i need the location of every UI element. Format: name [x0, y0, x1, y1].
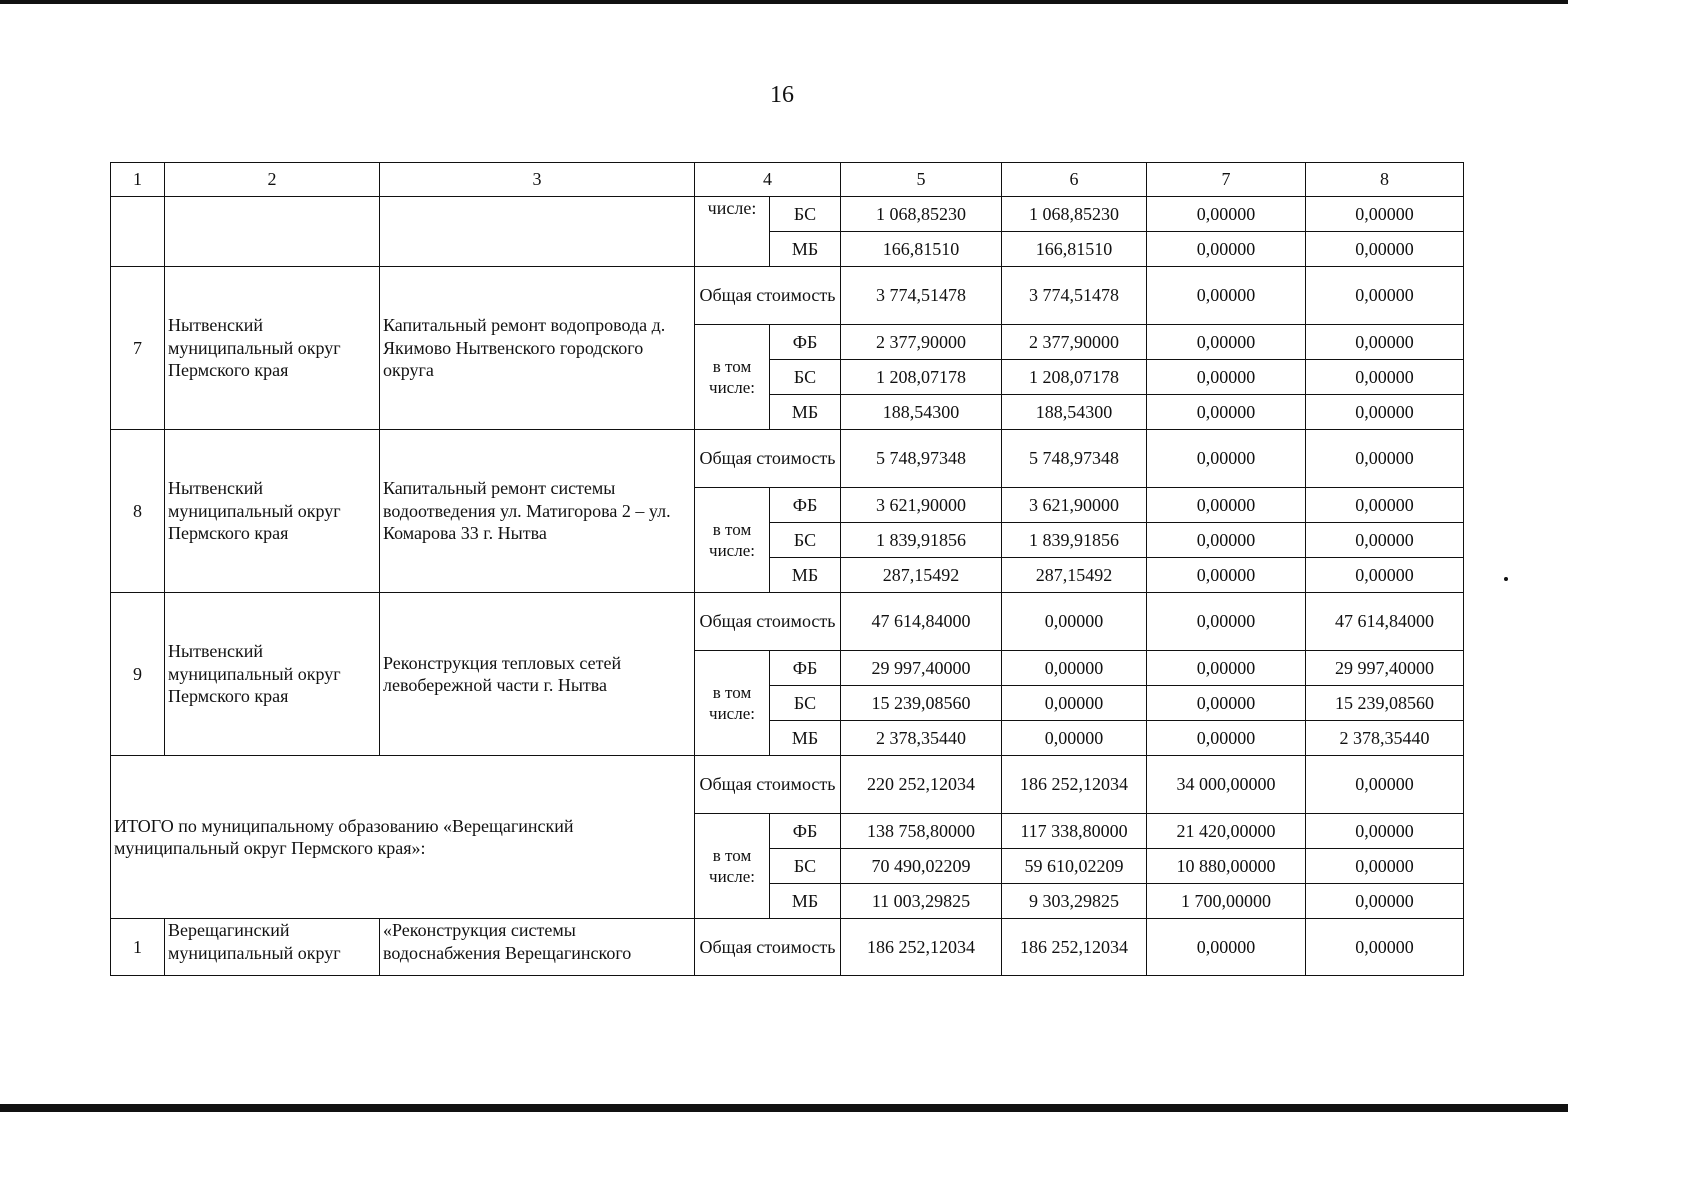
fund-code: БС [770, 849, 841, 884]
subtotal-label: ИТОГО по муниципальному образованию «Верещагинский муниципальный округ Пермского края»: [111, 756, 695, 919]
fund-code: ФБ [770, 325, 841, 360]
value-cell: 0,00000 [1306, 849, 1464, 884]
including-label: в том числе: [695, 488, 770, 593]
value-cell: 188,54300 [1002, 395, 1147, 430]
table-row [111, 919, 1464, 976]
total-cost-label: Общая стоимость [695, 430, 841, 488]
including-label: в том числе: [695, 325, 770, 430]
value-cell: 0,00000 [1306, 488, 1464, 523]
value-cell: 0,00000 [1147, 267, 1306, 325]
value-cell: 29 997,40000 [841, 651, 1002, 686]
value-cell: 1 700,00000 [1147, 884, 1306, 919]
value-cell: 1 839,91856 [841, 523, 1002, 558]
value-cell: 11 003,29825 [841, 884, 1002, 919]
municipality-cell [165, 197, 380, 267]
fund-code: МБ [770, 721, 841, 756]
value-cell: 220 252,12034 [841, 756, 1002, 814]
fund-code: БС [770, 686, 841, 721]
fund-code: МБ [770, 232, 841, 267]
value-cell: 0,00000 [1002, 651, 1147, 686]
including-label: в том числе: [695, 651, 770, 756]
value-cell: 59 610,02209 [1002, 849, 1147, 884]
header-cell: 8 [1306, 163, 1464, 197]
value-cell: 138 758,80000 [841, 814, 1002, 849]
fund-code: БС [770, 360, 841, 395]
budget-table [110, 162, 1464, 976]
value-cell: 2 377,90000 [1002, 325, 1147, 360]
table-row [111, 267, 1464, 325]
value-cell: 0,00000 [1147, 232, 1306, 267]
header-cell: 1 [111, 163, 165, 197]
object-cell [380, 197, 695, 267]
municipality-cell: Нытвенский муниципальный округ Пермского края [165, 267, 380, 430]
header-cell: 7 [1147, 163, 1306, 197]
value-cell: 0,00000 [1147, 488, 1306, 523]
page-number: 16 [770, 82, 794, 108]
municipality-cell: Верещагинский муниципальный округ [165, 919, 380, 976]
value-cell: 15 239,08560 [841, 686, 1002, 721]
value-cell: 3 621,90000 [841, 488, 1002, 523]
value-cell: 0,00000 [1002, 721, 1147, 756]
value-cell: 0,00000 [1147, 686, 1306, 721]
fund-code: БС [770, 197, 841, 232]
municipality-cell: Нытвенский муниципальный округ Пермского края [165, 430, 380, 593]
value-cell: 1 839,91856 [1002, 523, 1147, 558]
header-cell: 3 [380, 163, 695, 197]
value-cell: 0,00000 [1147, 523, 1306, 558]
value-cell: 0,00000 [1306, 360, 1464, 395]
value-cell: 0,00000 [1306, 395, 1464, 430]
value-cell: 0,00000 [1147, 721, 1306, 756]
including-label: в том числе: [695, 814, 770, 919]
value-cell: 0,00000 [1306, 232, 1464, 267]
value-cell: 0,00000 [1002, 593, 1147, 651]
value-cell: 0,00000 [1002, 686, 1147, 721]
value-cell: 117 338,80000 [1002, 814, 1147, 849]
object-cell: Капитальный ремонт водопровода д. Якимово Нытвенского городского округа [380, 267, 695, 430]
value-cell: 0,00000 [1306, 814, 1464, 849]
item-number-cell: 8 [111, 430, 165, 593]
fund-code: МБ [770, 884, 841, 919]
municipality-cell: Нытвенский муниципальный округ Пермского края [165, 593, 380, 756]
value-cell: 21 420,00000 [1147, 814, 1306, 849]
item-number-cell: 9 [111, 593, 165, 756]
scan-bottom-border [0, 1104, 1568, 1112]
header-cell: 4 [695, 163, 841, 197]
header-cell: 5 [841, 163, 1002, 197]
value-cell: 0,00000 [1147, 360, 1306, 395]
value-cell: 1 208,07178 [841, 360, 1002, 395]
value-cell: 0,00000 [1306, 197, 1464, 232]
value-cell: 0,00000 [1147, 430, 1306, 488]
header-cell: 2 [165, 163, 380, 197]
object-cell: «Реконструкция системы водоснабжения Верещагинского [380, 919, 695, 976]
value-cell: 186 252,12034 [841, 919, 1002, 976]
value-cell: 0,00000 [1147, 395, 1306, 430]
value-cell: 166,81510 [841, 232, 1002, 267]
value-cell: 0,00000 [1306, 325, 1464, 360]
value-cell: 29 997,40000 [1306, 651, 1464, 686]
value-cell: 0,00000 [1306, 558, 1464, 593]
value-cell: 166,81510 [1002, 232, 1147, 267]
value-cell: 2 378,35440 [1306, 721, 1464, 756]
total-cost-label: Общая стоимость [695, 756, 841, 814]
value-cell: 5 748,97348 [841, 430, 1002, 488]
object-cell: Реконструкция тепловых сетей левобережной части г. Нытва [380, 593, 695, 756]
table-row [111, 430, 1464, 488]
item-number-cell [111, 197, 165, 267]
total-cost-label: Общая стоимость [695, 919, 841, 976]
value-cell: 9 303,29825 [1002, 884, 1147, 919]
value-cell: 47 614,84000 [1306, 593, 1464, 651]
value-cell: 0,00000 [1306, 884, 1464, 919]
value-cell: 10 880,00000 [1147, 849, 1306, 884]
value-cell: 1 068,85230 [841, 197, 1002, 232]
fund-code: МБ [770, 558, 841, 593]
scan-top-border [0, 0, 1568, 4]
value-cell: 287,15492 [1002, 558, 1147, 593]
value-cell: 15 239,08560 [1306, 686, 1464, 721]
value-cell: 0,00000 [1306, 267, 1464, 325]
value-cell: 47 614,84000 [841, 593, 1002, 651]
value-cell: 2 377,90000 [841, 325, 1002, 360]
value-cell: 188,54300 [841, 395, 1002, 430]
value-cell: 186 252,12034 [1002, 756, 1147, 814]
fund-code: ФБ [770, 488, 841, 523]
value-cell: 0,00000 [1147, 593, 1306, 651]
value-cell: 0,00000 [1147, 651, 1306, 686]
scan-speck [1504, 577, 1508, 581]
value-cell: 3 774,51478 [841, 267, 1002, 325]
table-row [111, 593, 1464, 651]
value-cell: 186 252,12034 [1002, 919, 1147, 976]
value-cell: 1 068,85230 [1002, 197, 1147, 232]
fund-code: ФБ [770, 814, 841, 849]
value-cell: 287,15492 [841, 558, 1002, 593]
table-row [111, 197, 1464, 232]
value-cell: 34 000,00000 [1147, 756, 1306, 814]
value-cell: 70 490,02209 [841, 849, 1002, 884]
item-number-cell: 1 [111, 919, 165, 976]
value-cell: 0,00000 [1306, 430, 1464, 488]
value-cell: 0,00000 [1306, 919, 1464, 976]
including-label: числе: [695, 197, 770, 267]
header-row [111, 163, 1464, 197]
value-cell: 5 748,97348 [1002, 430, 1147, 488]
total-cost-label: Общая стоимость [695, 267, 841, 325]
value-cell: 0,00000 [1306, 756, 1464, 814]
value-cell: 0,00000 [1147, 558, 1306, 593]
object-cell: Капитальный ремонт системы водоотведения ул. Матигорова 2 – ул. Комарова 33 г. Нытва [380, 430, 695, 593]
fund-code: БС [770, 523, 841, 558]
value-cell: 3 774,51478 [1002, 267, 1147, 325]
value-cell: 1 208,07178 [1002, 360, 1147, 395]
subtotal-row [111, 756, 1464, 814]
value-cell: 0,00000 [1147, 325, 1306, 360]
value-cell: 0,00000 [1147, 919, 1306, 976]
value-cell: 3 621,90000 [1002, 488, 1147, 523]
fund-code: МБ [770, 395, 841, 430]
value-cell: 0,00000 [1147, 197, 1306, 232]
value-cell: 0,00000 [1306, 523, 1464, 558]
item-number-cell: 7 [111, 267, 165, 430]
value-cell: 2 378,35440 [841, 721, 1002, 756]
fund-code: ФБ [770, 651, 841, 686]
header-cell: 6 [1002, 163, 1147, 197]
total-cost-label: Общая стоимость [695, 593, 841, 651]
